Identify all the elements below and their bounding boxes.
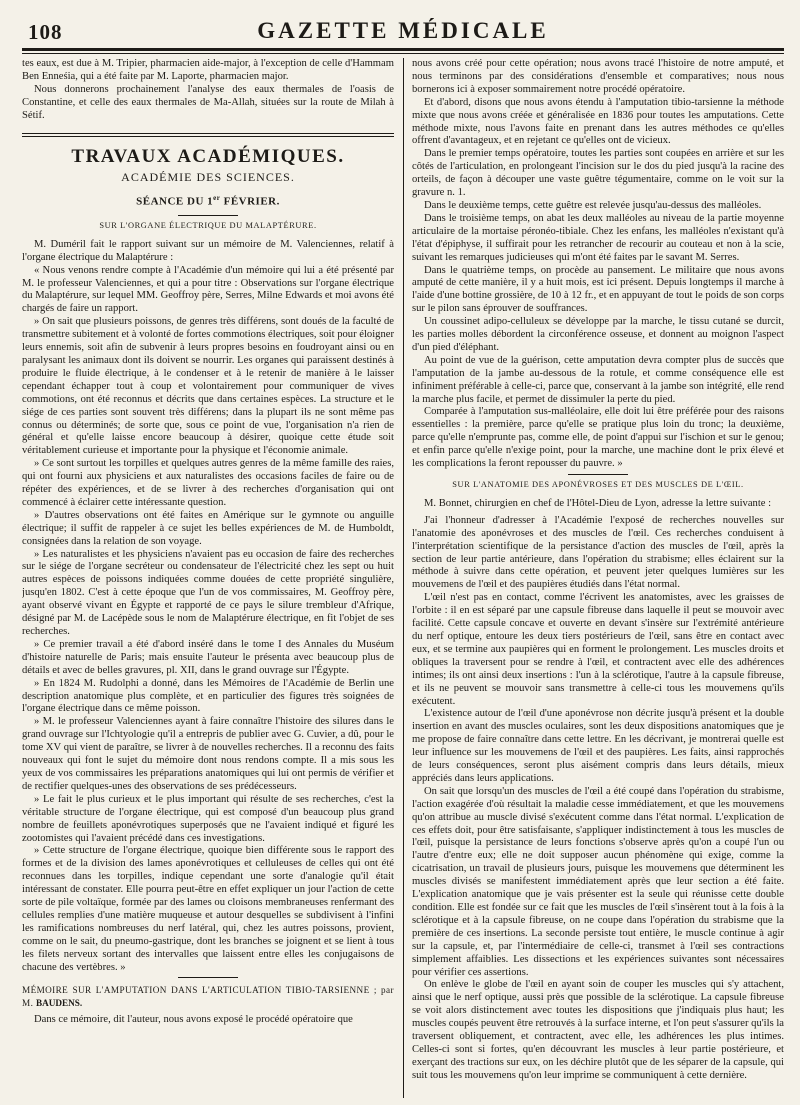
article-paragraph: Dans le quatrième temps, on procède au pansement. Le militaire que nous avons amputé de cette manière, il y a huit mois, est ici présent. Depuis longtemps il marche à l'aide d'une bottine grossière, de 10 à 12 fr., et en appuyant de tout le poids de son corps sur le pilon sans éprouver de souffrances.	[412, 264, 784, 315]
article-paragraph: Dans le premier temps opératoire, toutes les parties sont coupées en arrière et sur les côtés de l'articulation, en prolongeant l'incision sur le dos du pied jusqu'à la racine des orteils, de façon à découper une vaste guêtre tégumentaire, comme on le voit sur la gravure n. 1.	[412, 148, 784, 199]
article-paragraph: » Ce sont surtout les torpilles et quelques autres genres de la même famille des raies, qui ont fourni aux physiciens et aux naturalistes des occasions faciles de faire ou de répéter des expériences, et de se livrer à des recherches d'organisation qui ont commencé à éclairer cette intéressante question.	[22, 458, 394, 508]
article-paragraph: Un coussinet adipo-celluleux se développe par la marche, le tissu cutané se durcit, les parties molles débordent la circonférence osseuse, et donnent au moignon l'aspect d'un pied d'éléphant.	[412, 316, 784, 353]
article-paragraph: » On sait que plusieurs poissons, de genres très différens, sont doués de la faculté de transmettre subitement et à volonté de fortes commotions électriques, soit pour éloigner leurs ennemis, soit afin de subvenir à leurs propres besoins en foudroyant ainsi ou en paralysant les animaux dont ils doivent se nourrir. Les organes qui paraissent destinés à produire le fluide électrique, à le condenser et à le retenir de manière à le laisser cependant échapper tout à coup et volontairement pour communiquer de vives commotions, ont été reconnus et décrits que dans certaines espèces. La structure et le siége de ces parties sont souvent très différens; dans la plupart ils ne sont même pas connus ou déterminés; de sorte que, sous ce point de vue, l'organisation n'a rien de général et qu'elle laisse encore beaucoup à désirer, quoique cette étude soit véritablement curieuse et importante pour la physique et l'économie animale.	[22, 316, 394, 457]
article-paragraph: nous avons créé pour cette opération; nous avons tracé l'histoire de notre amputé, et nous terminons par des considérations d'ensemble et comparatives; nous nous bornerons ici à exposer sommairement notre procédé opératoire.	[412, 58, 784, 95]
divider	[568, 474, 628, 475]
article-paragraph: Au point de vue de la guérison, cette amputation devra compter plus de succès que l'amputation de la jambe au-dessous de la rotule, et comme conséquence elle est infiniment préférable à celle-ci, parce que, conservant à la jambe son intégrité, elle rend la marche plus facile, et permet de dissimuler la perte du pied.	[412, 354, 784, 405]
article-paragraph: » Le fait le plus curieux et le plus important qui résulte de ses recherches, c'est la véritable structure de l'organe électrique, qui est composé d'un beaucoup plus grand nombre de feuillets aponévrotiques superposés que ne l'avaient indiqué et figuré les zootomistes qui l'avaient précédé dans ces investigations.	[22, 793, 394, 844]
seance-prefix: SÉANCE DU 1	[136, 196, 214, 208]
article-paragraph: » Ce premier travail a été d'abord inséré dans le tome I des Annales du Muséum d'histoire naturelle de Paris; mais ensuite l'auteur le présenta avec beaucoup plus de détails et avec de belles gravures, pl. XII, dans le grand ouvrage sur l'Égypte.	[22, 638, 394, 676]
article-subheading: SUR L'ORGANE ÉLECTRIQUE DU MALAPTÉRURE.	[99, 220, 317, 230]
article-paragraph: Et d'abord, disons que nous avons étendu à l'amputation tibio-tarsienne la méthode mixte que nous avons créée et généralisée en 1836 pour toutes les amputations. Cette méthode mixte, nous l'avons faite en prenant dans les autres méthodes ce qu'elles offrent d'avantageux, et en rejetant ce qu'elles ont de vicieux.	[412, 96, 784, 147]
article-paragraph: J'ai l'honneur d'adresser à l'Académie l'exposé de recherches nouvelles sur l'anatomie des aponévroses et des muscles de l'œil. Ces recherches conduisent à l'interprétation scientifique de la persistance d'action des muscles de l'œil, après la section de leur partie antérieure, dans l'opération du strabisme; elles éclairent sur la méthode à suivre dans cette opération, et peuvent jeter quelques lumières sur les mouvemens de l'œil et des paupières étudiés dans l'état normal.	[412, 514, 784, 591]
article-paragraph: On sait que lorsqu'un des muscles de l'œil a été coupé dans l'opération du strabisme, l'action exagérée d'où résultait la maladie cesse immédiatement, et que les mouvemens qu'on attribue au muscle divisé s'exécutent comme dans l'état normal. L'explication de ces effets doit, pour être satisfaisante, s'appliquer indistinctement à tous les muscles de l'œil, puisque la persistance de leurs fonctions s'observe après qu'on a coupé l'un ou l'autre d'entre eux; elle ne doit supposer aucun phénomène qui exige, comme la cicatrisation, un travail de plusieurs jours, puisque les mouvemens que déterminent les muscles divisés se manifestent immédiatement après que leur section a été faite. L'explication anatomique que je vais présenter est la seule qui réunisse cette double condition. Elle est fondée sur ce fait que les muscles de l'œil s'insèrent tout à la fois à la sclérotique et à la capsule fibreuse, on ne coupe dans l'opération du strabisme que la première de ces insertions. La seconde persiste tout entière, le muscle continue à agir sur la capsule, et, par l'intermédiaire de celle-ci, transmet à l'œil ses contractions simplement affaiblies. Les dissections et les expériences suivantes sont nécessaires pour vérifier ces assertions.	[412, 785, 784, 978]
memoire-heading	[22, 984, 394, 1010]
journal-title: GAZETTE MÉDICALE	[257, 18, 549, 43]
section-rule	[22, 133, 394, 134]
article-paragraph: L'existence autour de l'œil d'une aponévrose non décrite jusqu'à présent et la double insertion en avant des muscles oculaires, sont les deux dispositions anatomiques que je me propose de faire connaître dans cette lettre. En les décrivant, je montrerai quelle est leur influence sur les mouvemens de l'œil et des paupières. Les faits, ainsi rapprochés de leurs conséquences, seront plus aisément compris dans leurs détails, mieux appréciés dans leurs applications.	[412, 708, 784, 784]
intro-paragraph: Nous donnerons prochainement l'analyse des eaux thermales de l'oasis de Constantine, et celle des eaux thermales de Ma-Allah, situées sur la route de Milah à Sétif.	[22, 83, 394, 121]
article-paragraph: Dans ce mémoire, dit l'auteur, nous avons exposé le procédé opératoire que	[34, 1014, 353, 1026]
article-paragraph: M. Duméril fait le rapport suivant sur un mémoire de M. Valenciennes, relatif à l'organe électrique du Malaptérure :	[22, 238, 394, 263]
article-subheading: SUR L'ANATOMIE DES APONÉVROSES ET DES MUSCLES DE L'ŒIL.	[452, 480, 744, 489]
academie-heading: ACADÉMIE DES SCIENCES.	[121, 170, 295, 185]
columns	[22, 58, 784, 1098]
header-rule-thin	[22, 53, 784, 54]
page-header	[22, 12, 784, 48]
left-column	[22, 58, 394, 1098]
column-separator	[403, 58, 404, 1098]
article-paragraph: » M. le professeur Valenciennes ayant à faire connaître l'histoire des silures dans le grand ouvrage sur l'Ichtyologie qu'il a entrepris de publier avec G. Cuvier, a dû, pour le tome XV qui vient de paraître, se livrer à de nouvelles recherches. Il a reconnu des faits nouveaux qui font le sujet du mémoire dont nous rendons compte. Il a mis sous les yeux de vos commissaires les préparations anatomiques qui lui ont permis de vérifier et de rectifier quelques-unes des observations de ses prédécesseurs.	[22, 716, 394, 792]
article-paragraph: » Les naturalistes et les physiciens n'avaient pas eu occasion de faire des recherches sur le siége de l'organe secréteur ou condensateur de l'électricité chez les sept ou huit autres espèces de poissons indiquées comme douées de cette propriété singulière, jusqu'en 1802. C'est à cette époque que l'un de vos commissaires, M. Geoffroy père, ayant observé vivant en Égypte et rapporté de ce pays le silure trembleur d'Afrique, désigné par M. de Lacépède sous le nom de Malaptérure électrique, en fit l'objet de ses recherches.	[22, 548, 394, 637]
article-paragraph: L'œil n'est pas en contact, comme l'écrivent les anatomistes, avec les graisses de l'orbite : il en est séparé par une capsule fibreuse dans laquelle il peut se mouvoir avec facilité. Cette capsule concave et ouverte en devant s'insère sur l'extrémité antérieure du nerf optique, entoure les deux tiers postérieurs de l'œil, sans être en contact avec eux, et se termine aux paupières qui en forment le prolongement. Les muscles droits et obliques la traversent pour se rendre à l'œil, et contractent avec elle des adhérences intimes; ils ont ainsi deux insertions : l'un à la sclérotique, l'autre à la capsule fibreuse, et ils ne peuvent se mouvoir sans transmettre à celle-ci tous les mouvemens qu'ils exécutent.	[412, 592, 784, 707]
article-paragraph: Dans le troisième temps, on abat les deux malléoles au niveau de la partie moyenne articulaire de la mortaise péronéo-tibiale. Chez les enfans, les malléoles n'existant qu'à l'état d'épiphyse, il suffirait pour les retrancher de recourir au couteau et non à la scie, suivant les remarques judicieuses qui m'ont été faites par le savant M. Serres.	[412, 212, 784, 263]
right-column	[412, 58, 784, 1098]
seance-heading	[22, 192, 394, 209]
intro-paragraph: tes eaux, est due à M. Tripier, pharmacien aide-major, à l'exception de celle d'Hammam Ben Enneśia, qui a été faite par M. Laporte, pharmacien major.	[22, 58, 394, 82]
divider	[178, 977, 238, 978]
section-title: TRAVAUX ACADÉMIQUES.	[71, 145, 345, 167]
article-paragraph: » En 1824 M. Rudolphi a donné, dans les Mémoires de l'Académie de Berlin une description anatomique plus complète, et en particulier des figures très soignées de l'organe électrique dans ce même poisson.	[22, 677, 394, 715]
divider	[178, 215, 238, 216]
article-paragraph: « Nous venons rendre compte à l'Académie d'un mémoire qui lui a été présenté par M. le professeur Valenciennes, et qui a pour titre : Observations sur l'organe électrique du Malaptérure, sur lequel MM. Geoffroy père, Serres, Milne Edwards et moi avons été chargés de faire un rapport.	[22, 264, 394, 315]
article-paragraph: Comparée à l'amputation sus-malléolaire, elle doit lui être préférée pour des raisons essentielles : la première, parce qu'elle se pratique plus loin du tronc; la deuxième, parce qu'elle n'emprunte pas, comme elle, de point d'appui sur l'ischion et sur le genou; et enfin parce qu'elle n'exige point, pour la marche, une machine dont le prix élevé et les complications la feront repousser du pauvre. »	[412, 406, 784, 470]
article-paragraph: » Cette structure de l'organe électrique, quoique bien différente sous le rapport des formes et de la division des lames aponévrotiques et celluleuses de celles qui ont été reconnues dans les torpilles, indique cependant une sorte d'analogie qu'il était intéressant de constater. Elle pourra peut-être en effet expliquer un jour l'action de cette sorte de pile voltaïque, formée par des lames ou cloisons membraneuses renfermant des cellules remplies d'une matière muqueuse et autour desquelles se subdivisent à l'infini les ramifications nombreuses du nerf latéral, qui, chez les autres poissons, provient, comme on le sait, du pneumo-gastrique, dont les branches se joignent et se lient à tous les filets nerveux sortant des intervalles que laissent entre elles les conjugaisons de chacune des vertèbres. »	[22, 845, 394, 973]
article-paragraph: » D'autres observations ont été faites en Amérique sur le gymnote ou anguille électrique; il suffit de rappeler à ce sujet les belles expériences de M. de Humboldt, consignées dans la relation de son voyage.	[22, 509, 394, 547]
seance-sup: er	[213, 194, 221, 203]
seance-suffix: FÉVRIER.	[220, 196, 280, 208]
article-paragraph: M. Bonnet, chirurgien en chef de l'Hôtel-Dieu de Lyon, adresse la lettre suivante :	[424, 497, 772, 509]
memoire-author: BAUDENS.	[35, 998, 83, 1009]
page-number: 108	[28, 20, 63, 44]
article-paragraph: On enlève le globe de l'œil en ayant soin de couper les muscles qui s'y attachent, ainsi que le nerf optique, aussi près que possible de la sclérotique. La capsule fibreuse se voit alors distinctement avec toutes les dispositions que j'indiquais plus haut; les muscles coupés peuvent être retrouvés à la surface interne, et l'on peut s'assurer qu'ils la traversent obliquement, et contractent, avec elle, les adhérences les plus intimes. Celles-ci sont si fortes, qu'en découvrant les muscles à leur partie postérieure, et exerçant des tractions sur eux, on les déchire plutôt que de les séparer de la capsule, qui suit tous les mouvemens qu'on leur imprime se communiquent à cette dernière.	[412, 979, 784, 1081]
header-rule-thick	[22, 48, 784, 51]
article-paragraph: Dans le deuxième temps, cette guêtre est relevée jusqu'au-dessus des malléoles.	[424, 199, 762, 211]
memoire-title: MÉMOIRE SUR L'AMPUTATION DANS L'ARTICULATION TIBIO-TARSIENNE ; par M.	[22, 985, 394, 1009]
section-rule	[22, 136, 394, 137]
